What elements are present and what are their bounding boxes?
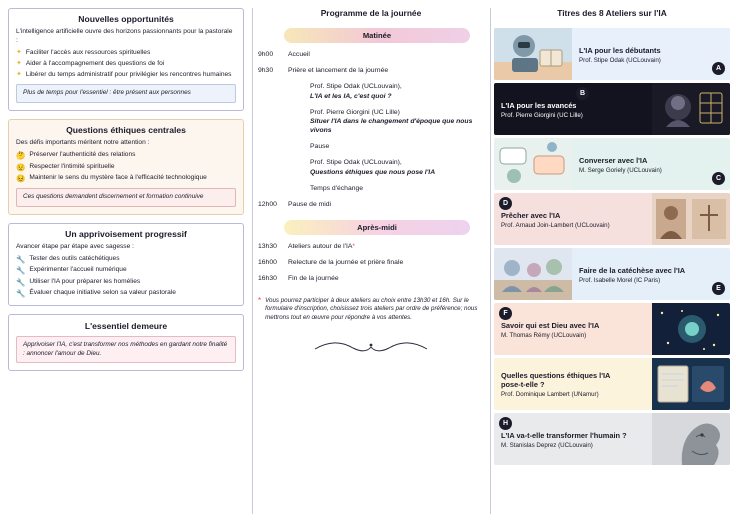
card-progress: [8, 223, 244, 306]
wrench-icon: 🔧: [16, 254, 26, 264]
workshop-title: Savoir qui est Dieu avec l'IA: [501, 320, 600, 330]
list-item: [16, 151, 236, 160]
schedule-row: [258, 66, 484, 75]
card-title: Nouvelles opportunités: [78, 14, 174, 24]
schedule-row: [258, 184, 484, 193]
list-item-label: Évaluer chaque initiative selon sa valeur pastorale: [29, 289, 176, 297]
workshop-title: L'IA va-t-elle transformer l'humain ?: [501, 430, 627, 440]
schedule-row: [258, 82, 484, 100]
workshop-title: Prêcher avec l'IA: [501, 210, 561, 220]
bullet-list: [16, 49, 236, 80]
status-badge: A: [712, 62, 725, 75]
robot-reading-illustration: [494, 28, 572, 80]
schedule-hour: [258, 184, 288, 193]
schedule-row: [258, 142, 484, 151]
list-item-label: Libérer du temps administratif pour privilégier les rencontres humaines: [25, 70, 232, 78]
list-item-label: Utiliser l'IA pour préparer les homélies: [29, 277, 141, 285]
footnote-marker: *: [352, 243, 356, 251]
workshops-title: Titres des 8 Ateliers sur l'IA: [557, 8, 667, 18]
status-badge: F: [499, 307, 512, 320]
schedule-label: Prof. Pierre Giorgini (UC Lille): [310, 108, 400, 116]
column-divider-2: [490, 8, 491, 514]
schedule-morning: [258, 50, 484, 216]
workshop-title: L'IA pour les avancés: [501, 100, 577, 110]
card-intro: Avancer étape par étape avec sagesse :: [16, 242, 134, 250]
schedule-hour: 12h00: [258, 200, 277, 208]
schedule-hour: 9h30: [258, 67, 274, 75]
list-item: [16, 289, 236, 298]
schedule-hour: [258, 142, 288, 151]
workshop-card[interactable]: [494, 358, 730, 410]
workshop-speaker: Prof. Pierre Giorgini (UC Lille): [501, 111, 583, 119]
workshop-speaker: Prof. Dominique Lambert (UNamur): [501, 391, 599, 399]
ornament-divider: [258, 339, 484, 355]
list-item-label: Expérimenter l'accueil numérique: [29, 266, 127, 274]
list-item-label: Préserver l'authenticité des relations: [29, 151, 136, 158]
star-icon: ✦: [16, 70, 22, 78]
schedule-label: Fin de la journée: [288, 275, 339, 283]
catechesis-illustration: [494, 248, 572, 300]
preaching-illustration: [652, 193, 730, 245]
list-item: [16, 71, 236, 80]
schedule-row: [258, 200, 484, 209]
card-opportunities: [8, 8, 244, 111]
schedule-label: Prière et lancement de la journée: [288, 67, 389, 75]
swirl-ornament-icon: [311, 339, 431, 355]
schedule-label: Temps d'échange: [310, 184, 364, 192]
card-ethics: [8, 119, 244, 215]
list-item: [16, 266, 236, 275]
schedule-hour: 13h30: [258, 243, 277, 251]
star-icon: ✦: [16, 59, 22, 67]
schedule-row: [258, 242, 484, 251]
status-badge: H: [499, 417, 512, 430]
list-item-label: Aider à l'accompagnement des questions de foi: [25, 59, 165, 67]
list-item-label: Maintenir le sens du mystère face à l'efficacité technologique: [29, 174, 207, 181]
workshop-speaker: Prof. Isabelle Morel (IC Paris): [579, 276, 661, 284]
schedule-row: [258, 258, 484, 267]
workshop-speaker: M. Serge Goriely (UCLouvain): [579, 166, 662, 174]
status-badge: B: [576, 87, 589, 100]
card-intro: L'intelligence artificielle ouvre des horizons passionnants pour la pastorale :: [16, 28, 233, 44]
workshop-title: L'IA pour les débutants: [579, 45, 661, 55]
schedule-hour: 9h00: [258, 51, 274, 58]
workshop-card[interactable]: [494, 83, 730, 135]
schedule-row: [258, 158, 484, 176]
schedule-hour: [258, 158, 288, 176]
bullet-list: [16, 255, 236, 299]
portrait-dark-illustration: [652, 83, 730, 135]
wrench-icon: 🔧: [16, 266, 26, 276]
highlight-note: Apprivoiser l'IA, c'est transformer nos méthodes en gardant notre finalité : annoncer l'amour de Dieu.: [16, 336, 236, 363]
schedule-label: Prof. Stipe Odak (UCLouvain),: [310, 83, 402, 91]
schedule-subtitle: L'IA et les IA, c'est quoi ?: [310, 92, 392, 100]
workshop-card[interactable]: [494, 248, 730, 300]
thinking-face-icon: 🤔: [16, 151, 26, 160]
card-title: Questions éthiques centrales: [66, 125, 186, 136]
star-icon: ✦: [16, 48, 22, 56]
highlight-note: Ces questions demandent discernement et formation continuive: [16, 188, 236, 207]
workshop-text: [572, 28, 730, 80]
workshop-text: [494, 193, 652, 245]
workshop-text: [494, 303, 652, 355]
schedule-hour: 16h00: [258, 259, 277, 267]
card-intro: Des défis importants méritent notre attention :: [16, 139, 150, 147]
list-item: [16, 60, 236, 69]
list-item: [16, 163, 236, 172]
workshop-text: [494, 358, 652, 410]
workshop-text: [572, 138, 730, 190]
schedule-hour: 16h30: [258, 275, 277, 283]
schedule-subtitle: Questions éthiques que nous pose l'IA: [310, 168, 436, 176]
schedule-hour: [258, 82, 288, 100]
middle-column: [252, 0, 490, 520]
pensive-face-icon: 😟: [16, 162, 26, 172]
workshop-title: Converser avec l'IA: [579, 155, 648, 165]
workshop-speaker: M. Thomas Rémy (UCLouvain): [501, 331, 587, 339]
workshop-text: [572, 248, 730, 300]
workshop-speaker: Prof. Stipe Odak (UCLouvain): [579, 56, 661, 64]
workshop-card[interactable]: [494, 303, 730, 355]
wrench-icon: 🔧: [16, 289, 26, 299]
list-item: [16, 278, 236, 287]
ethics-book-illustration: [652, 358, 730, 410]
human-profile-illustration: [652, 413, 730, 465]
list-item: [16, 174, 236, 183]
footnote-marker-icon: *: [258, 295, 262, 305]
status-badge: E: [712, 282, 725, 295]
worried-face-icon: 😣: [16, 174, 26, 183]
workshop-title: Faire de la catéchèse avec l'IA: [579, 265, 686, 275]
schedule-label: Prof. Stipe Odak (UCLouvain),: [310, 159, 402, 167]
card-essential: [8, 314, 244, 371]
workshop-text: [494, 413, 652, 465]
cosmic-illustration: [652, 303, 730, 355]
schedule-afternoon: [258, 242, 484, 291]
schedule-label: Ateliers autour de l'IA: [288, 243, 353, 251]
workshop-title: Quelles questions éthiques l'IA pose-t-elle ?: [501, 371, 611, 390]
workshop-card[interactable]: [494, 193, 730, 245]
schedule-row: [258, 274, 484, 283]
chat-bubbles-illustration: [494, 138, 572, 190]
footnote: [258, 297, 484, 323]
schedule-subtitle: Situer l'IA dans le changement d'époque que nous vivons: [310, 117, 473, 135]
workshop-card[interactable]: [494, 138, 730, 190]
schedule-label: Pause de midi: [288, 200, 332, 208]
list-item: [16, 49, 236, 58]
right-column: [490, 0, 736, 520]
list-item-label: Tester des outils catéchétiques: [29, 254, 120, 262]
status-badge: C: [712, 172, 725, 185]
list-item-label: Faciliter l'accès aux ressources spirituelles: [25, 48, 151, 56]
workshop-list: [494, 28, 730, 465]
banner-morning: Matinée: [284, 28, 470, 43]
highlight-note: Plus de temps pour l'essentiel : être présent aux personnes: [16, 84, 236, 103]
schedule-hour: [258, 108, 288, 136]
workshop-text: [494, 83, 652, 135]
schedule-row: [258, 50, 484, 59]
workshop-speaker: Prof. Arnaud Join-Lambert (UCLouvain): [501, 221, 610, 229]
list-item: [16, 255, 236, 264]
workshop-card[interactable]: [494, 28, 730, 80]
list-item-label: Respecter l'intimité spirituelle: [29, 162, 115, 170]
workshop-card[interactable]: [494, 413, 730, 465]
schedule-label: Pause: [310, 143, 330, 151]
programme-title: Programme de la journée: [320, 8, 422, 18]
banner-afternoon: Après-midi: [284, 220, 470, 235]
footnote-text: Vous pourrez participer à deux ateliers au choix entre 13h30 et 16h. Sur le formulaire d'inscription, choisissez trois ateliers par ordre de préférence; nous mettrons tout en œuvre pour répondre à vos attentes.: [265, 296, 478, 321]
schedule-row: [258, 108, 484, 136]
schedule-label: Accueil: [288, 51, 310, 58]
status-badge: D: [499, 197, 512, 210]
schedule-label: Relecture de la journée et prière finale: [288, 259, 404, 267]
wrench-icon: 🔧: [16, 277, 26, 287]
card-title: Un apprivoisement progressif: [65, 228, 187, 239]
bullet-list: [16, 151, 236, 183]
card-title: L'essentiel demeure: [84, 321, 168, 332]
workshop-speaker: M. Stanislas Deprez (UCLouvain): [501, 441, 593, 449]
left-column: [0, 0, 252, 520]
